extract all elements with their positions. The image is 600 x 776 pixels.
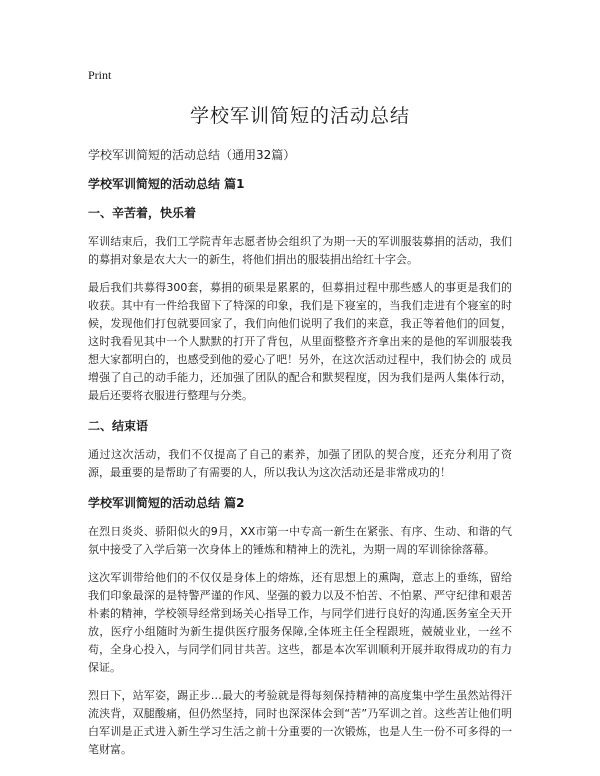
paragraph-4: 在烈日炎炎、骄阳似火的9月，XX市第一中专高一新生在紧张、有序、生动、和谐的气氛中接受了入学后第一次身体上的锤炼和精神上的洗礼，为期一周的军训徐徐落幕。 bbox=[88, 525, 512, 556]
paragraph-5: 这次军训带给他们的不仅仅是身体上的熔炼，还有思想上的熏陶，意志上的垂练，留给我们印象最深的是特警严谨的作风、坚强的毅力以及不怕苦、不怕累、严守纪律和艰苦朴素的精神，学校领导经常到场关心指导工作，与同学们进行良好的沟通,医务室全天开放，医疗小组随时为新生提供医疗服务保障,全体班主任全程跟班，兢兢业业，一丝不苟，全身心投入，与同学们同甘共苦。这些，都是本次军训顺利开展并取得成功的有力保证。 bbox=[88, 571, 512, 674]
paragraph-3: 通过这次活动，我们不仅提高了自己的素养，加强了团队的契合度，还充分利用了资源，最重要的是帮助了有需要的人，所以我认为这次活动还是非常成功的！ bbox=[88, 448, 512, 479]
page-title: 学校军训简短的活动总结 bbox=[189, 105, 410, 127]
paragraph-2: 最后我们共募得300套，募捐的硕果是累累的，但募捐过程中那些感人的事更是我们的收获。其中有一件给我留下了特深的印象，我们是下寝室的，当我们走进有个寝室的时候，发现他们打包就要回家了，我们向他们说明了我们的来意，我正等着他们的回复，这时我看见其中一个人默默的打开了背包，从里面整整齐齐拿出来的是他的军训服装我想大家都明白的，也感受到他的爱心了吧！另外，在这次活动过程中，我们协会的 成员增强了自己的动手能力，还加强了团队的配合和默契程度，因为我们是两人集体行动，最后还要将衣服进行整理与分类。 bbox=[88, 281, 512, 402]
section-heading-1: 学校军训简短的活动总结 篇1 bbox=[88, 177, 245, 191]
print-link[interactable]: Print bbox=[88, 68, 112, 82]
section-heading-4: 学校军训简短的活动总结 篇2 bbox=[88, 496, 245, 510]
document-subtitle: 学校军训简短的活动总结（通用32篇） bbox=[88, 148, 296, 162]
section-heading-2: 一、辛苦着，快乐着 bbox=[88, 206, 197, 220]
paragraph-1: 军训结束后，我们工学院青年志愿者协会组织了为期一天的军训服装募捐的活动，我们的募捐对象是农大大一的新生，将他们捐出的服装捐出给红十字会。 bbox=[88, 235, 512, 266]
paragraph-6: 烈日下，站军姿，踢正步…最大的考验就是得每刻保持精神的高度集中学生虽然站得汗流浃背，双腿酸痛，但仍然坚持，同时也深深体会到“苦”乃军训之首。这些苦让他们明白军训是正式进入新生学习生活之前十分重要的一次锻炼，也是人生一份不可多得的一笔财富。 bbox=[88, 689, 512, 756]
section-heading-3: 二、结束语 bbox=[88, 419, 149, 433]
